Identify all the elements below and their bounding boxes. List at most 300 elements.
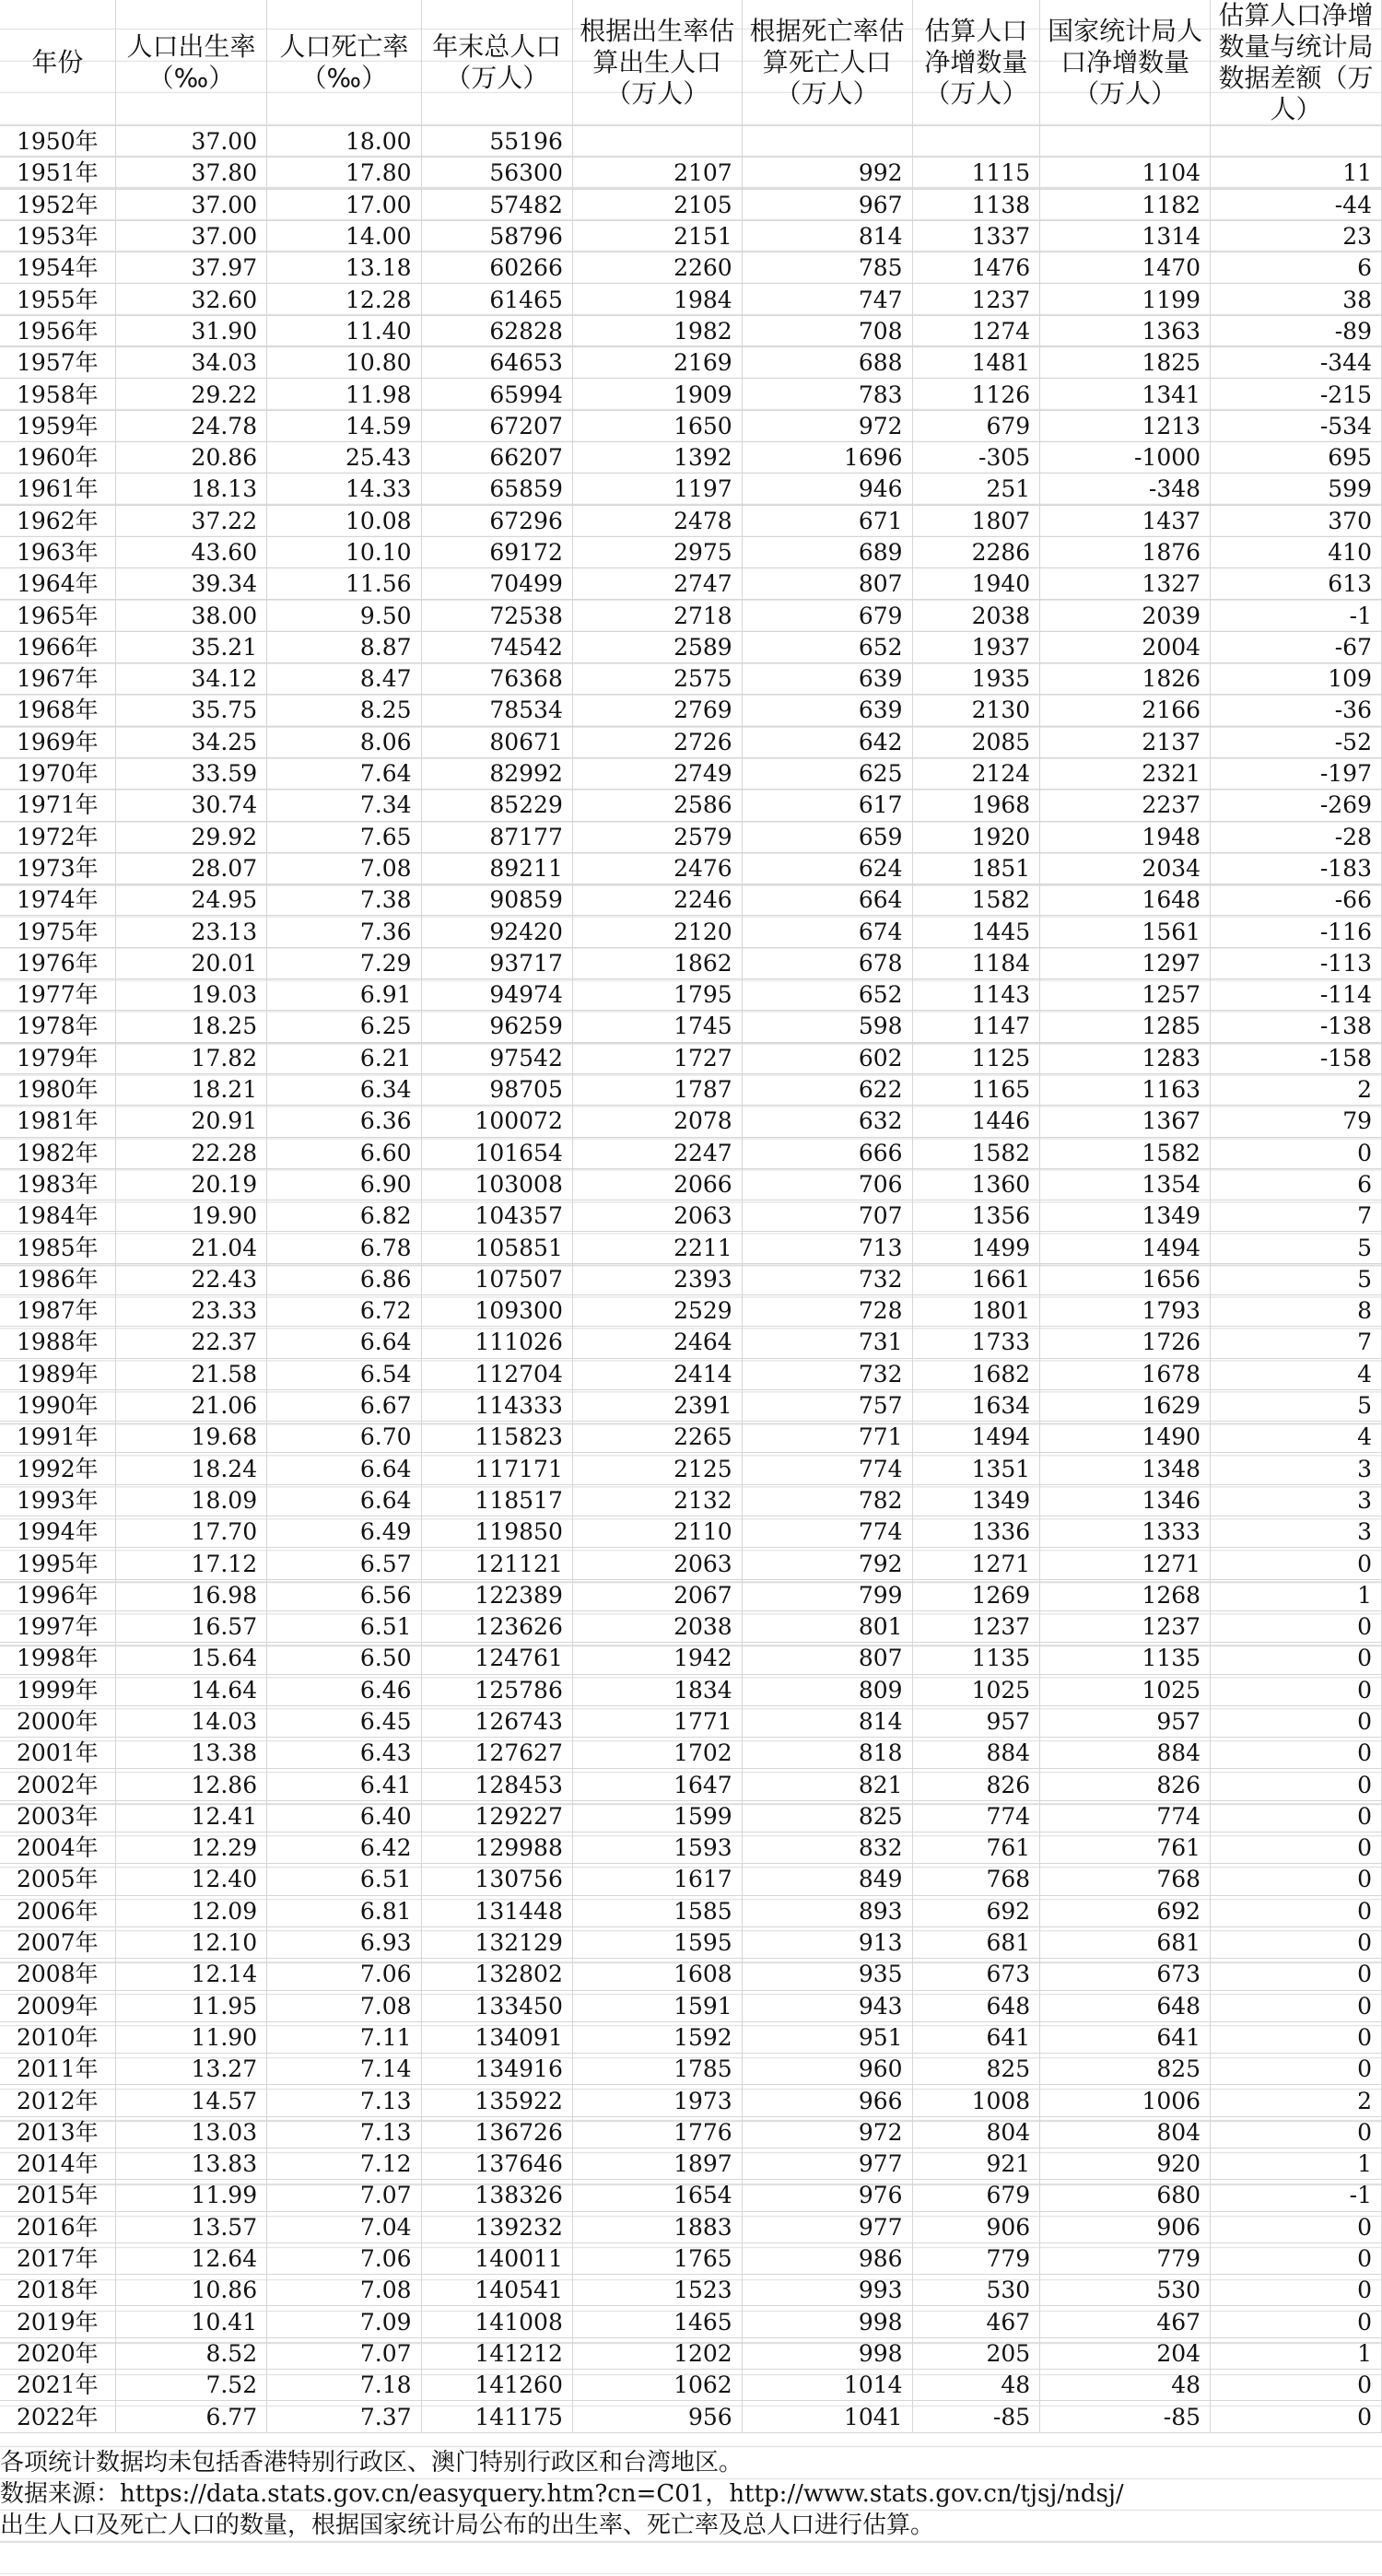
cell-year[interactable]: 1953年 [0, 220, 115, 252]
cell-est-births[interactable]: 2247 [572, 1137, 742, 1168]
cell-year[interactable]: 1965年 [0, 600, 115, 631]
cell-nbs-net-increase[interactable]: 1793 [1040, 1294, 1211, 1326]
cell-year[interactable]: 2013年 [0, 2116, 115, 2148]
cell-nbs-net-increase[interactable]: 673 [1040, 1959, 1211, 1990]
cell-est-net-increase[interactable]: 768 [912, 1864, 1040, 1895]
cell-death-rate[interactable]: 7.08 [267, 852, 421, 884]
cell-difference[interactable]: -138 [1211, 1011, 1382, 1042]
cell-difference[interactable]: -89 [1211, 315, 1382, 346]
cell-est-deaths[interactable]: 774 [742, 1516, 912, 1548]
cell-nbs-net-increase[interactable]: 1363 [1040, 315, 1211, 346]
cell-nbs-net-increase[interactable]: 530 [1040, 2275, 1211, 2306]
cell-year[interactable]: 1982年 [0, 1137, 115, 1168]
cell-est-deaths[interactable]: 639 [742, 663, 912, 695]
cell-est-births[interactable]: 1745 [572, 1011, 742, 1042]
cell-year[interactable]: 2014年 [0, 2149, 115, 2180]
cell-year[interactable]: 1950年 [0, 126, 115, 158]
cell-total-population[interactable]: 112704 [421, 1358, 572, 1389]
cell-year[interactable]: 1952年 [0, 189, 115, 220]
cell-total-population[interactable]: 78534 [421, 695, 572, 726]
cell-death-rate[interactable]: 7.65 [267, 821, 421, 852]
cell-year[interactable]: 2007年 [0, 1926, 115, 1958]
cell-difference[interactable]: 0 [1211, 1674, 1382, 1705]
cell-est-net-increase[interactable]: 1360 [912, 1168, 1040, 1200]
cell-birth-rate[interactable]: 19.03 [115, 979, 266, 1011]
cell-est-net-increase[interactable]: 641 [912, 2021, 1040, 2053]
cell-est-net-increase[interactable]: 1237 [912, 1610, 1040, 1642]
header-est-deaths[interactable]: 根据死亡率估算死亡人口（万人） [742, 0, 912, 126]
cell-est-net-increase[interactable]: 673 [912, 1959, 1040, 1990]
cell-death-rate[interactable]: 7.29 [267, 947, 421, 978]
cell-est-net-increase[interactable]: 2286 [912, 536, 1040, 568]
cell-birth-rate[interactable]: 14.64 [115, 1674, 266, 1705]
cell-total-population[interactable]: 62828 [421, 315, 572, 346]
cell-nbs-net-increase[interactable]: 1268 [1040, 1579, 1211, 1610]
cell-death-rate[interactable]: 10.80 [267, 347, 421, 379]
cell-death-rate[interactable]: 6.56 [267, 1579, 421, 1610]
cell-death-rate[interactable]: 7.06 [267, 2242, 421, 2274]
cell-death-rate[interactable]: 6.64 [267, 1327, 421, 1358]
cell-difference[interactable]: 5 [1211, 1263, 1382, 1294]
cell-est-deaths[interactable]: 617 [742, 790, 912, 821]
cell-birth-rate[interactable]: 29.22 [115, 379, 266, 410]
cell-est-net-increase[interactable]: 1138 [912, 189, 1040, 220]
cell-est-births[interactable]: 1776 [572, 2116, 742, 2148]
cell-birth-rate[interactable]: 23.13 [115, 916, 266, 947]
cell-est-deaths[interactable]: 946 [742, 474, 912, 505]
cell-est-deaths[interactable]: 598 [742, 1011, 912, 1042]
cell-death-rate[interactable]: 13.18 [267, 252, 421, 284]
cell-death-rate[interactable]: 6.51 [267, 1610, 421, 1642]
cell-nbs-net-increase[interactable]: 48 [1040, 2370, 1211, 2401]
cell-est-deaths[interactable]: 977 [742, 2149, 912, 2180]
cell-total-population[interactable]: 129988 [421, 1832, 572, 1864]
cell-year[interactable]: 1981年 [0, 1106, 115, 1137]
cell-est-births[interactable]: 1785 [572, 2054, 742, 2085]
cell-est-births[interactable]: 2120 [572, 916, 742, 947]
cell-birth-rate[interactable]: 13.27 [115, 2054, 266, 2085]
cell-nbs-net-increase[interactable]: 920 [1040, 2149, 1211, 2180]
cell-est-births[interactable]: 1062 [572, 2370, 742, 2401]
cell-nbs-net-increase[interactable]: 1314 [1040, 220, 1211, 252]
cell-est-net-increase[interactable]: 1274 [912, 315, 1040, 346]
cell-est-births[interactable]: 1465 [572, 2306, 742, 2337]
header-nbs-net-increase[interactable]: 国家统计局人口净增数量（万人） [1040, 0, 1211, 126]
cell-est-deaths[interactable]: 1696 [742, 441, 912, 473]
cell-birth-rate[interactable]: 24.78 [115, 410, 266, 441]
cell-total-population[interactable]: 141260 [421, 2370, 572, 2401]
cell-est-deaths[interactable]: 757 [742, 1389, 912, 1421]
cell-difference[interactable]: -197 [1211, 757, 1382, 789]
cell-est-deaths[interactable]: 625 [742, 757, 912, 789]
header-est-births[interactable]: 根据出生率估算出生人口（万人） [572, 0, 742, 126]
cell-birth-rate[interactable]: 21.04 [115, 1232, 266, 1263]
cell-est-net-increase[interactable]: 1446 [912, 1106, 1040, 1137]
cell-est-births[interactable]: 2478 [572, 505, 742, 536]
cell-est-net-increase[interactable]: 1336 [912, 1516, 1040, 1548]
cell-nbs-net-increase[interactable]: 641 [1040, 2021, 1211, 2053]
cell-year[interactable]: 1988年 [0, 1327, 115, 1358]
cell-total-population[interactable]: 124761 [421, 1643, 572, 1674]
cell-total-population[interactable]: 61465 [421, 284, 572, 315]
cell-est-net-increase[interactable]: 2124 [912, 757, 1040, 789]
cell-death-rate[interactable]: 14.33 [267, 474, 421, 505]
cell-est-deaths[interactable]: 632 [742, 1106, 912, 1137]
cell-death-rate[interactable]: 7.64 [267, 757, 421, 789]
cell-est-net-increase[interactable]: 1582 [912, 1137, 1040, 1168]
cell-year[interactable]: 2016年 [0, 2211, 115, 2242]
cell-nbs-net-increase[interactable]: 1182 [1040, 189, 1211, 220]
cell-est-net-increase[interactable]: 1237 [912, 284, 1040, 315]
cell-death-rate[interactable]: 6.64 [267, 1453, 421, 1484]
cell-difference[interactable]: 0 [1211, 1705, 1382, 1737]
cell-est-births[interactable]: 1599 [572, 1800, 742, 1832]
cell-total-population[interactable]: 104357 [421, 1200, 572, 1232]
cell-est-births[interactable]: 1862 [572, 947, 742, 978]
cell-birth-rate[interactable]: 18.24 [115, 1453, 266, 1484]
cell-nbs-net-increase[interactable]: 1876 [1040, 536, 1211, 568]
cell-est-deaths[interactable]: 782 [742, 1484, 912, 1516]
cell-year[interactable]: 1977年 [0, 979, 115, 1011]
cell-death-rate[interactable]: 6.54 [267, 1358, 421, 1389]
cell-birth-rate[interactable]: 18.13 [115, 474, 266, 505]
cell-difference[interactable]: -1 [1211, 2180, 1382, 2211]
cell-total-population[interactable]: 140011 [421, 2242, 572, 2274]
cell-difference[interactable]: 0 [1211, 1864, 1382, 1895]
cell-est-net-increase[interactable] [912, 126, 1040, 158]
cell-death-rate[interactable]: 7.11 [267, 2021, 421, 2053]
cell-birth-rate[interactable]: 35.21 [115, 631, 266, 662]
cell-difference[interactable]: -44 [1211, 189, 1382, 220]
cell-nbs-net-increase[interactable]: 1135 [1040, 1643, 1211, 1674]
cell-year[interactable]: 1976年 [0, 947, 115, 978]
cell-est-net-increase[interactable]: 681 [912, 1926, 1040, 1958]
cell-total-population[interactable]: 130756 [421, 1864, 572, 1895]
cell-total-population[interactable]: 66207 [421, 441, 572, 473]
cell-difference[interactable]: 410 [1211, 536, 1382, 568]
cell-est-births[interactable]: 2575 [572, 663, 742, 695]
cell-est-deaths[interactable]: 728 [742, 1294, 912, 1326]
cell-birth-rate[interactable]: 34.25 [115, 726, 266, 757]
cell-est-births[interactable]: 1617 [572, 1864, 742, 1895]
cell-total-population[interactable]: 60266 [421, 252, 572, 284]
cell-est-births[interactable]: 1608 [572, 1959, 742, 1990]
cell-death-rate[interactable]: 6.57 [267, 1548, 421, 1579]
cell-death-rate[interactable]: 7.07 [267, 2337, 421, 2369]
cell-birth-rate[interactable]: 35.75 [115, 695, 266, 726]
cell-nbs-net-increase[interactable]: 2039 [1040, 600, 1211, 631]
cell-year[interactable]: 1955年 [0, 284, 115, 315]
cell-total-population[interactable]: 98705 [421, 1073, 572, 1105]
cell-death-rate[interactable]: 6.60 [267, 1137, 421, 1168]
cell-death-rate[interactable]: 7.04 [267, 2211, 421, 2242]
cell-total-population[interactable]: 101654 [421, 1137, 572, 1168]
header-est-net-increase[interactable]: 估算人口净增数量（万人） [912, 0, 1040, 126]
cell-year[interactable]: 1990年 [0, 1389, 115, 1421]
cell-total-population[interactable]: 105851 [421, 1232, 572, 1263]
cell-year[interactable]: 1992年 [0, 1453, 115, 1484]
cell-total-population[interactable]: 103008 [421, 1168, 572, 1200]
cell-est-deaths[interactable]: 972 [742, 410, 912, 441]
cell-est-births[interactable]: 2769 [572, 695, 742, 726]
cell-birth-rate[interactable]: 12.10 [115, 1926, 266, 1958]
cell-year[interactable]: 1964年 [0, 568, 115, 600]
cell-nbs-net-increase[interactable]: 1104 [1040, 158, 1211, 189]
cell-difference[interactable]: 5 [1211, 1232, 1382, 1263]
cell-difference[interactable]: 0 [1211, 1738, 1382, 1769]
cell-birth-rate[interactable]: 23.33 [115, 1294, 266, 1326]
cell-est-deaths[interactable]: 814 [742, 1705, 912, 1737]
cell-est-deaths[interactable]: 792 [742, 1548, 912, 1579]
cell-birth-rate[interactable]: 12.41 [115, 1800, 266, 1832]
cell-death-rate[interactable]: 10.10 [267, 536, 421, 568]
cell-death-rate[interactable]: 6.81 [267, 1895, 421, 1926]
cell-est-births[interactable]: 2529 [572, 1294, 742, 1326]
cell-birth-rate[interactable]: 19.90 [115, 1200, 266, 1232]
cell-est-deaths[interactable]: 707 [742, 1200, 912, 1232]
cell-difference[interactable]: 79 [1211, 1106, 1382, 1137]
cell-year[interactable]: 1993年 [0, 1484, 115, 1516]
cell-year[interactable]: 1980年 [0, 1073, 115, 1105]
cell-difference[interactable]: 8 [1211, 1294, 1382, 1326]
cell-birth-rate[interactable]: 12.64 [115, 2242, 266, 2274]
cell-year[interactable]: 1996年 [0, 1579, 115, 1610]
cell-year[interactable]: 1966年 [0, 631, 115, 662]
cell-difference[interactable]: 370 [1211, 505, 1382, 536]
cell-total-population[interactable]: 100072 [421, 1106, 572, 1137]
cell-year[interactable]: 1983年 [0, 1168, 115, 1200]
cell-total-population[interactable]: 57482 [421, 189, 572, 220]
cell-total-population[interactable]: 96259 [421, 1011, 572, 1042]
cell-difference[interactable]: -114 [1211, 979, 1382, 1011]
cell-death-rate[interactable]: 7.18 [267, 2370, 421, 2401]
cell-difference[interactable]: -183 [1211, 852, 1382, 884]
cell-difference[interactable]: -158 [1211, 1042, 1382, 1073]
cell-difference[interactable]: -1 [1211, 600, 1382, 631]
cell-year[interactable]: 2011年 [0, 2054, 115, 2085]
cell-difference[interactable]: 2 [1211, 2085, 1382, 2116]
cell-difference[interactable]: -66 [1211, 884, 1382, 916]
cell-nbs-net-increase[interactable]: 1025 [1040, 1674, 1211, 1705]
cell-total-population[interactable]: 140541 [421, 2275, 572, 2306]
cell-nbs-net-increase[interactable]: 1346 [1040, 1484, 1211, 1516]
cell-birth-rate[interactable]: 19.68 [115, 1422, 266, 1453]
cell-birth-rate[interactable]: 15.64 [115, 1643, 266, 1674]
cell-year[interactable]: 1987年 [0, 1294, 115, 1326]
cell-death-rate[interactable]: 6.67 [267, 1389, 421, 1421]
cell-est-births[interactable]: 1591 [572, 1990, 742, 2021]
cell-difference[interactable]: 0 [1211, 2021, 1382, 2053]
cell-total-population[interactable]: 135922 [421, 2085, 572, 2116]
cell-est-net-increase[interactable]: 1126 [912, 379, 1040, 410]
cell-nbs-net-increase[interactable]: -85 [1040, 2401, 1211, 2432]
cell-est-net-increase[interactable]: -85 [912, 2401, 1040, 2432]
cell-est-deaths[interactable]: 960 [742, 2054, 912, 2085]
cell-total-population[interactable]: 126743 [421, 1705, 572, 1737]
cell-est-deaths[interactable]: 659 [742, 821, 912, 852]
cell-est-deaths[interactable]: 966 [742, 2085, 912, 2116]
cell-est-deaths[interactable]: 977 [742, 2211, 912, 2242]
cell-nbs-net-increase[interactable]: 804 [1040, 2116, 1211, 2148]
cell-total-population[interactable]: 70499 [421, 568, 572, 600]
cell-birth-rate[interactable]: 21.06 [115, 1389, 266, 1421]
cell-est-deaths[interactable]: 849 [742, 1864, 912, 1895]
cell-total-population[interactable]: 139232 [421, 2211, 572, 2242]
cell-total-population[interactable]: 58796 [421, 220, 572, 252]
cell-birth-rate[interactable]: 16.57 [115, 1610, 266, 1642]
cell-total-population[interactable]: 131448 [421, 1895, 572, 1926]
header-year[interactable]: 年份 [0, 0, 115, 126]
cell-nbs-net-increase[interactable]: 1470 [1040, 252, 1211, 284]
cell-death-rate[interactable]: 6.70 [267, 1422, 421, 1453]
cell-death-rate[interactable]: 6.21 [267, 1042, 421, 1073]
cell-total-population[interactable]: 89211 [421, 852, 572, 884]
cell-est-births[interactable]: 2066 [572, 1168, 742, 1200]
cell-nbs-net-increase[interactable]: 1333 [1040, 1516, 1211, 1548]
cell-est-deaths[interactable]: 732 [742, 1358, 912, 1389]
note-scope[interactable]: 各项统计数据均未包括香港特别行政区、澳门特别行政区和台湾地区。 [0, 2449, 744, 2476]
cell-birth-rate[interactable]: 20.91 [115, 1106, 266, 1137]
cell-est-net-increase[interactable]: 1115 [912, 158, 1040, 189]
cell-difference[interactable]: 0 [1211, 2401, 1382, 2432]
cell-death-rate[interactable]: 7.12 [267, 2149, 421, 2180]
cell-birth-rate[interactable]: 37.00 [115, 189, 266, 220]
cell-year[interactable]: 2008年 [0, 1959, 115, 1990]
cell-total-population[interactable]: 69172 [421, 536, 572, 568]
cell-total-population[interactable]: 93717 [421, 947, 572, 978]
cell-nbs-net-increase[interactable]: -348 [1040, 474, 1211, 505]
cell-nbs-net-increase[interactable]: 1348 [1040, 1453, 1211, 1484]
cell-difference[interactable]: 4 [1211, 1422, 1382, 1453]
cell-total-population[interactable]: 132129 [421, 1926, 572, 1958]
cell-total-population[interactable]: 82992 [421, 757, 572, 789]
cell-difference[interactable]: 0 [1211, 1800, 1382, 1832]
cell-nbs-net-increase[interactable]: 1006 [1040, 2085, 1211, 2116]
cell-nbs-net-increase[interactable]: 2237 [1040, 790, 1211, 821]
cell-nbs-net-increase[interactable]: 1354 [1040, 1168, 1211, 1200]
cell-nbs-net-increase[interactable]: 1341 [1040, 379, 1211, 410]
cell-nbs-net-increase[interactable]: 1678 [1040, 1358, 1211, 1389]
cell-year[interactable]: 1989年 [0, 1358, 115, 1389]
cell-est-deaths[interactable]: 832 [742, 1832, 912, 1864]
cell-nbs-net-increase[interactable]: 1825 [1040, 347, 1211, 379]
cell-est-net-increase[interactable]: 48 [912, 2370, 1040, 2401]
cell-birth-rate[interactable]: 34.12 [115, 663, 266, 695]
cell-est-net-increase[interactable]: 826 [912, 1769, 1040, 1800]
cell-nbs-net-increase[interactable]: 1271 [1040, 1548, 1211, 1579]
cell-year[interactable]: 1979年 [0, 1042, 115, 1073]
cell-year[interactable]: 1970年 [0, 757, 115, 789]
cell-year[interactable]: 1971年 [0, 790, 115, 821]
cell-difference[interactable]: -534 [1211, 410, 1382, 441]
cell-year[interactable]: 1958年 [0, 379, 115, 410]
cell-year[interactable]: 2018年 [0, 2275, 115, 2306]
cell-nbs-net-increase[interactable]: -1000 [1040, 441, 1211, 473]
cell-nbs-net-increase[interactable]: 1494 [1040, 1232, 1211, 1263]
cell-est-net-increase[interactable]: 1733 [912, 1327, 1040, 1358]
cell-total-population[interactable]: 109300 [421, 1294, 572, 1326]
cell-est-births[interactable]: 2391 [572, 1389, 742, 1421]
cell-est-net-increase[interactable]: 1476 [912, 252, 1040, 284]
cell-difference[interactable]: 3 [1211, 1453, 1382, 1484]
cell-total-population[interactable]: 56300 [421, 158, 572, 189]
cell-death-rate[interactable]: 7.08 [267, 2275, 421, 2306]
cell-year[interactable]: 1986年 [0, 1263, 115, 1294]
cell-est-deaths[interactable]: 731 [742, 1327, 912, 1358]
header-total-population[interactable]: 年末总人口（万人） [421, 0, 572, 126]
cell-nbs-net-increase[interactable]: 1257 [1040, 979, 1211, 1011]
cell-nbs-net-increase[interactable]: 1490 [1040, 1422, 1211, 1453]
cell-death-rate[interactable]: 6.40 [267, 1800, 421, 1832]
cell-est-net-increase[interactable]: 1481 [912, 347, 1040, 379]
cell-year[interactable]: 1960年 [0, 441, 115, 473]
cell-est-deaths[interactable]: 814 [742, 220, 912, 252]
cell-est-net-increase[interactable]: 825 [912, 2054, 1040, 2085]
cell-death-rate[interactable]: 17.00 [267, 189, 421, 220]
cell-total-population[interactable]: 118517 [421, 1484, 572, 1516]
cell-birth-rate[interactable]: 37.00 [115, 220, 266, 252]
cell-year[interactable]: 1998年 [0, 1643, 115, 1674]
cell-year[interactable]: 1972年 [0, 821, 115, 852]
cell-est-births[interactable]: 2589 [572, 631, 742, 662]
cell-death-rate[interactable]: 7.09 [267, 2306, 421, 2337]
cell-est-net-increase[interactable]: 2130 [912, 695, 1040, 726]
cell-est-net-increase[interactable]: 906 [912, 2211, 1040, 2242]
cell-nbs-net-increase[interactable]: 1948 [1040, 821, 1211, 852]
note-source[interactable] [0, 2478, 1382, 2510]
cell-total-population[interactable]: 114333 [421, 1389, 572, 1421]
cell-nbs-net-increase[interactable]: 957 [1040, 1705, 1211, 1737]
cell-est-births[interactable]: 1883 [572, 2211, 742, 2242]
cell-total-population[interactable]: 94974 [421, 979, 572, 1011]
cell-year[interactable]: 2002年 [0, 1769, 115, 1800]
cell-nbs-net-increase[interactable]: 825 [1040, 2054, 1211, 2085]
cell-est-deaths[interactable]: 935 [742, 1959, 912, 1990]
cell-death-rate[interactable]: 6.82 [267, 1200, 421, 1232]
cell-est-deaths[interactable]: 622 [742, 1073, 912, 1105]
cell-difference[interactable]: 1 [1211, 1579, 1382, 1610]
cell-difference[interactable]: 1 [1211, 2149, 1382, 2180]
cell-est-net-increase[interactable]: 1147 [912, 1011, 1040, 1042]
cell-difference[interactable]: 38 [1211, 284, 1382, 315]
cell-death-rate[interactable]: 9.50 [267, 600, 421, 631]
cell-birth-rate[interactable]: 18.25 [115, 1011, 266, 1042]
cell-year[interactable]: 1967年 [0, 663, 115, 695]
cell-birth-rate[interactable]: 37.00 [115, 126, 266, 158]
cell-est-births[interactable]: 1595 [572, 1926, 742, 1958]
cell-difference[interactable]: 3 [1211, 1484, 1382, 1516]
cell-est-deaths[interactable]: 747 [742, 284, 912, 315]
cell-birth-rate[interactable]: 13.03 [115, 2116, 266, 2148]
cell-total-population[interactable]: 97542 [421, 1042, 572, 1073]
cell-est-net-increase[interactable]: 1125 [912, 1042, 1040, 1073]
cell-death-rate[interactable]: 6.49 [267, 1516, 421, 1548]
cell-difference[interactable]: 0 [1211, 1959, 1382, 1990]
cell-birth-rate[interactable]: 37.22 [115, 505, 266, 536]
cell-est-births[interactable]: 2125 [572, 1453, 742, 1484]
cell-difference[interactable]: 5 [1211, 1389, 1382, 1421]
cell-year[interactable]: 1999年 [0, 1674, 115, 1705]
cell-est-deaths[interactable]: 783 [742, 379, 912, 410]
cell-est-deaths[interactable]: 713 [742, 1232, 912, 1263]
cell-year[interactable]: 2001年 [0, 1738, 115, 1769]
cell-est-births[interactable]: 1982 [572, 315, 742, 346]
cell-difference[interactable]: 6 [1211, 252, 1382, 284]
cell-est-net-increase[interactable]: 1337 [912, 220, 1040, 252]
cell-total-population[interactable]: 141175 [421, 2401, 572, 2432]
cell-difference[interactable]: 0 [1211, 1137, 1382, 1168]
cell-birth-rate[interactable]: 28.07 [115, 852, 266, 884]
